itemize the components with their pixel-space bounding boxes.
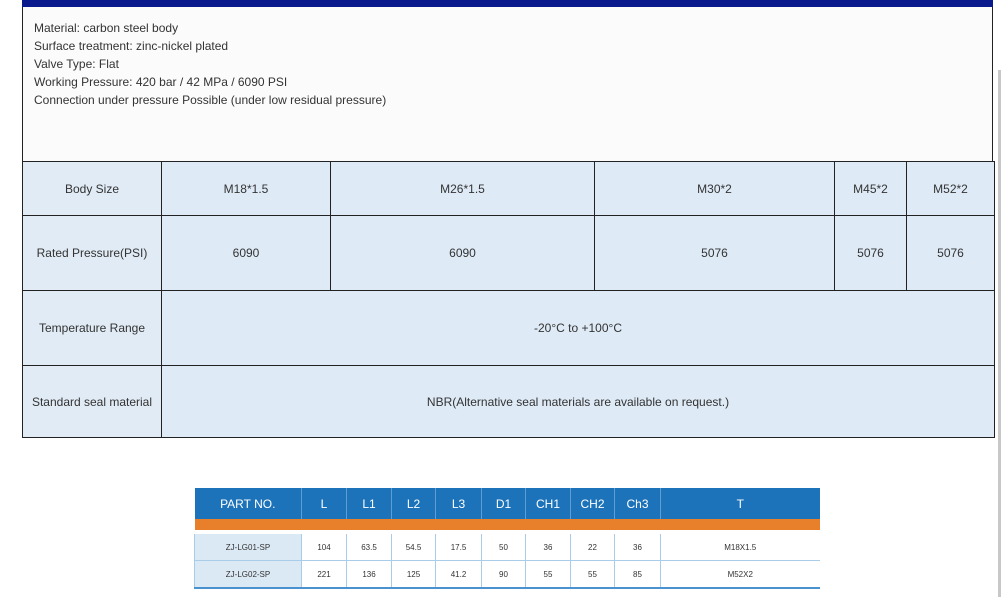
- parts-header-row: [195, 488, 820, 519]
- header-ch1: CH1: [526, 488, 571, 519]
- body-size-value: M18*1.5: [162, 162, 331, 216]
- orange-stripe: [195, 519, 820, 530]
- body-size-label: Body Size: [23, 162, 162, 216]
- header-part-no: PART NO.: [195, 488, 302, 519]
- description-lines: [34, 19, 386, 109]
- seal-material-value: NBR(Alternative seal materials are available on request.): [162, 366, 995, 438]
- temperature-label: Temperature Range: [23, 291, 162, 366]
- table-cell: 136: [347, 561, 392, 589]
- table-cell: 85: [615, 561, 661, 589]
- description-valve-type: Valve Type: Flat: [34, 57, 119, 71]
- table-cell: 63.5: [347, 534, 392, 561]
- rated-pressure-value: 5076: [835, 216, 907, 291]
- temperature-row: [23, 291, 995, 366]
- product-description-panel: [22, 7, 993, 161]
- body-size-value: M26*1.5: [331, 162, 595, 216]
- header-l1: L1: [347, 488, 392, 519]
- table-cell: 36: [615, 534, 661, 561]
- seal-material-label: Standard seal material: [23, 366, 162, 438]
- body-size-value: M52*2: [907, 162, 995, 216]
- table-cell: 125: [392, 561, 436, 589]
- table-cell: 104: [302, 534, 347, 561]
- seal-material-row: [23, 366, 995, 438]
- header-t: T: [661, 488, 820, 519]
- table-cell: 22: [571, 534, 615, 561]
- description-working-pressure: Working Pressure: 420 bar / 42 MPa / 6090 PSI: [34, 75, 288, 89]
- header-l3: L3: [436, 488, 482, 519]
- table-cell: 17.5: [436, 534, 482, 561]
- rated-pressure-value: 5076: [907, 216, 995, 291]
- specification-table: [22, 161, 995, 438]
- description-surface-treatment: Surface treatment: zinc-nickel plated: [34, 39, 229, 53]
- part-number-cell: ZJ-LG02-SP: [195, 561, 302, 589]
- table-cell: 50: [482, 534, 526, 561]
- rated-pressure-value: 6090: [331, 216, 595, 291]
- description-connection: Connection under pressure Possible (under low residual pressure): [34, 93, 387, 107]
- header-ch3: Ch3: [615, 488, 661, 519]
- part-number-cell: ZJ-LG01-SP: [195, 534, 302, 561]
- orange-stripe-row: [195, 519, 820, 530]
- table-cell: 55: [526, 561, 571, 589]
- body-size-value: M45*2: [835, 162, 907, 216]
- table-row: [195, 561, 820, 589]
- header-l2: L2: [392, 488, 436, 519]
- table-cell: 55: [571, 561, 615, 589]
- rated-pressure-value: 6090: [162, 216, 331, 291]
- table-cell: 54.5: [392, 534, 436, 561]
- description-material: Material: carbon steel body: [34, 21, 179, 35]
- rated-pressure-value: 5076: [595, 216, 835, 291]
- header-l: L: [302, 488, 347, 519]
- body-size-row: [23, 162, 995, 216]
- temperature-value: -20°C to +100°C: [162, 291, 995, 366]
- body-size-value: M30*2: [595, 162, 835, 216]
- table-row: [195, 534, 820, 561]
- table-cell: M52X2: [661, 561, 820, 589]
- table-cell: 41.2: [436, 561, 482, 589]
- table-cell: 90: [482, 561, 526, 589]
- rated-pressure-row: [23, 216, 995, 291]
- table-cell: 221: [302, 561, 347, 589]
- table-cell: M18X1.5: [661, 534, 820, 561]
- header-ch2: CH2: [571, 488, 615, 519]
- table-cell: 36: [526, 534, 571, 561]
- header-d1: D1: [482, 488, 526, 519]
- top-accent-bar: [22, 0, 993, 7]
- parts-table: [194, 488, 820, 589]
- rated-pressure-label: Rated Pressure(PSI): [23, 216, 162, 291]
